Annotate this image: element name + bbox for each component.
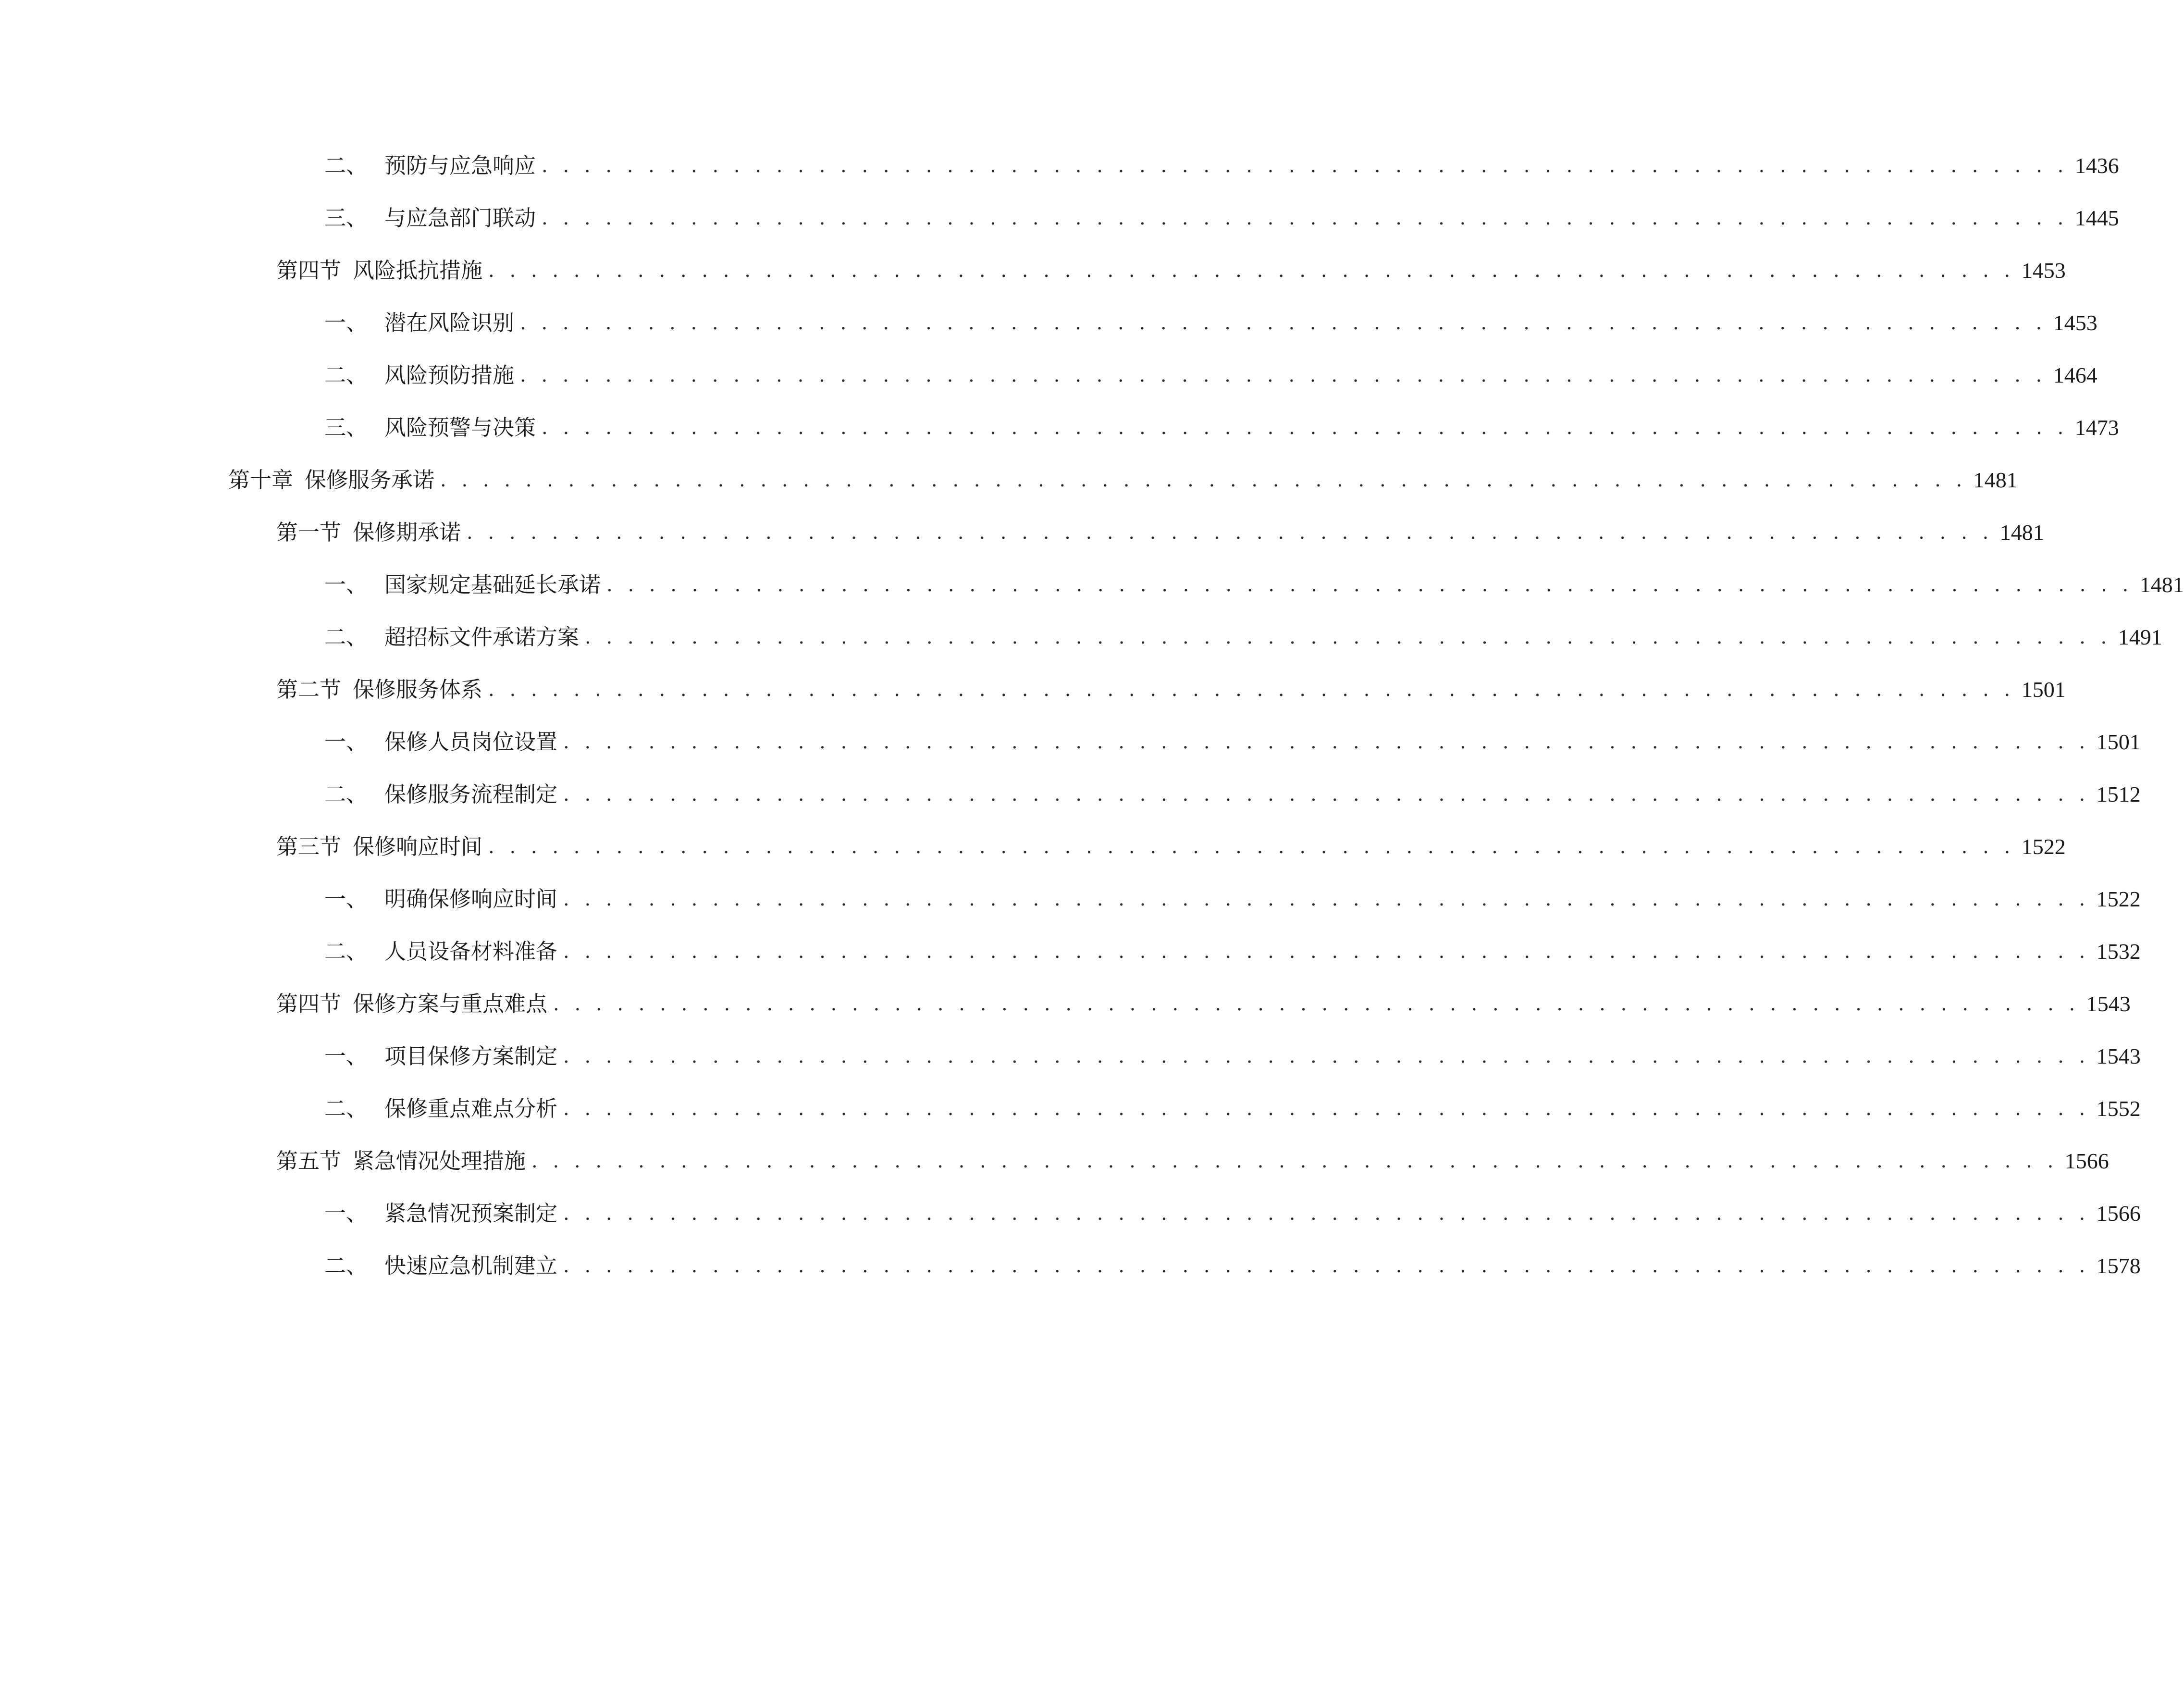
toc-entry-title: 紧急情况预案制定 <box>384 1201 558 1226</box>
toc-entry[interactable] <box>324 618 2162 657</box>
toc-entry-number: 三、 <box>324 415 368 440</box>
toc-entry-page-number: 1532 <box>2096 939 2141 964</box>
toc-entry-number: 二、 <box>324 1096 368 1121</box>
toc-entry-number: 二、 <box>324 781 368 807</box>
toc-entry[interactable] <box>324 1247 2141 1285</box>
toc-entry-title: 保修方案与重点难点 <box>353 991 548 1017</box>
toc-entry-number: 一、 <box>324 1043 368 1069</box>
toc-entry-page-number: 1522 <box>2021 834 2066 859</box>
toc-entry-page-number: 1501 <box>2021 677 2066 702</box>
dot-leader: . . . . . . . . . . . . . . . . . . . . . . . . . . . . . . . . . . . . . . . . . . . . . . . . . . . . . . . . . . . . . . . . . . . . . . . . <box>542 417 2068 439</box>
toc-entry[interactable] <box>324 199 2119 237</box>
toc-entry-title: 保修响应时间 <box>353 834 483 859</box>
toc-entry-label <box>228 461 434 499</box>
dot-leader: . . . . . . . . . . . . . . . . . . . . . . . . . . . . . . . . . . . . . . . . . . . . . . . . . . . . . . . . . . . . . . . . . . . . . . . . <box>440 469 1967 491</box>
toc-entry-label <box>276 985 547 1023</box>
toc-entry[interactable] <box>276 1142 2109 1180</box>
toc-entry[interactable] <box>324 932 2141 971</box>
toc-entry[interactable] <box>324 409 2119 447</box>
toc-entry-number: 一、 <box>324 729 368 755</box>
toc-entry-number: 一、 <box>324 572 368 597</box>
toc-entry-number: 三、 <box>324 205 368 231</box>
dot-leader: . . . . . . . . . . . . . . . . . . . . . . . . . . . . . . . . . . . . . . . . . . . . . . . . . . . . . . . . . . . . . . . . . . . . . . . . <box>563 1203 2090 1225</box>
toc-entry-title: 快速应急机制建立 <box>384 1253 558 1278</box>
dot-leader: . . . . . . . . . . . . . . . . . . . . . . . . . . . . . . . . . . . . . . . . . . . . . . . . . . . . . . . . . . . . . . . . . . . . . . . . <box>563 941 2090 963</box>
toc-entry-page-number: 1512 <box>2096 782 2141 806</box>
toc-entry-label <box>276 828 482 866</box>
toc-entry[interactable] <box>324 775 2141 814</box>
toc-entry[interactable] <box>228 461 2018 499</box>
dot-leader: . . . . . . . . . . . . . . . . . . . . . . . . . . . . . . . . . . . . . . . . . . . . . . . . . . . . . . . . . . . . . . . . . . . . . . . . <box>563 1098 2090 1120</box>
toc-entry-page-number: 1436 <box>2074 153 2119 178</box>
dot-leader: . . . . . . . . . . . . . . . . . . . . . . . . . . . . . . . . . . . . . . . . . . . . . . . . . . . . . . . . . . . . . . . . . . . . . . . . <box>563 731 2090 753</box>
toc-entry-page-number: 1481 <box>1999 520 2044 545</box>
toc-entry-label <box>324 932 557 971</box>
toc-entry-title: 人员设备材料准备 <box>384 939 558 964</box>
toc-entry-number: 一、 <box>324 1201 368 1226</box>
dot-leader: . . . . . . . . . . . . . . . . . . . . . . . . . . . . . . . . . . . . . . . . . . . . . . . . . . . . . . . . . . . . . . . . . . . . . . . . <box>467 521 1993 544</box>
toc-entry-title: 风险预警与决策 <box>384 415 536 440</box>
dot-leader: . . . . . . . . . . . . . . . . . . . . . . . . . . . . . . . . . . . . . . . . . . . . . . . . . . . . . . . . . . . . . . . . . . . . . . . . <box>606 574 2133 596</box>
toc-entry-label <box>324 775 557 814</box>
dot-leader: . . . . . . . . . . . . . . . . . . . . . . . . . . . . . . . . . . . . . . . . . . . . . . . . . . . . . . . . . . . . . . . . . . . . . . . . <box>488 260 2015 282</box>
toc-entry-label <box>276 513 461 552</box>
toc-entry[interactable] <box>324 304 2098 342</box>
toc-entry[interactable] <box>324 566 2184 604</box>
toc-entry[interactable] <box>324 1194 2141 1233</box>
toc-entry-title: 保修期承诺 <box>353 520 461 545</box>
toc-entry[interactable] <box>324 880 2141 918</box>
dot-leader: . . . . . . . . . . . . . . . . . . . . . . . . . . . . . . . . . . . . . . . . . . . . . . . . . . . . . . . . . . . . . . . . . . . . . . . . <box>563 1255 2090 1277</box>
dot-leader: . . . . . . . . . . . . . . . . . . . . . . . . . . . . . . . . . . . . . . . . . . . . . . . . . . . . . . . . . . . . . . . . . . . . . . . . <box>553 993 2080 1015</box>
toc-entry-page-number: 1473 <box>2074 415 2119 440</box>
toc-entry[interactable] <box>276 828 2066 866</box>
toc-entry-number: 第四节 <box>276 991 342 1017</box>
dot-leader: . . . . . . . . . . . . . . . . . . . . . . . . . . . . . . . . . . . . . . . . . . . . . . . . . . . . . . . . . . . . . . . . . . . . . . . . <box>585 626 2111 648</box>
toc-entry-number: 二、 <box>324 153 368 178</box>
toc-entry[interactable] <box>324 723 2141 761</box>
toc-entry-title: 保修服务承诺 <box>305 467 435 493</box>
toc-entry-label <box>324 618 579 657</box>
dot-leader: . . . . . . . . . . . . . . . . . . . . . . . . . . . . . . . . . . . . . . . . . . . . . . . . . . . . . . . . . . . . . . . . . . . . . . . . <box>488 836 2015 858</box>
toc-entry-page-number: 1552 <box>2096 1096 2141 1121</box>
toc-entry-number: 第三节 <box>276 834 342 859</box>
toc-entry-page-number: 1464 <box>2053 363 2098 387</box>
toc-entry-label <box>324 723 557 761</box>
toc-entry-label <box>324 409 536 447</box>
toc-entry-title: 超招标文件承诺方案 <box>384 624 580 650</box>
toc-entry-page-number: 1481 <box>1973 468 2018 492</box>
toc-entry-page-number: 1501 <box>2096 730 2141 754</box>
toc-entry-number: 一、 <box>324 310 368 335</box>
toc-entry-page-number: 1453 <box>2021 258 2066 283</box>
toc-entry-page-number: 1566 <box>2064 1149 2109 1173</box>
toc-entry-title: 紧急情况处理措施 <box>353 1148 526 1174</box>
dot-leader: . . . . . . . . . . . . . . . . . . . . . . . . . . . . . . . . . . . . . . . . . . . . . . . . . . . . . . . . . . . . . . . . . . . . . . . . <box>563 888 2090 910</box>
toc-entry-title: 潜在风险识别 <box>384 310 515 335</box>
toc-entry-number: 第五节 <box>276 1148 342 1174</box>
toc-entry[interactable] <box>276 985 2131 1023</box>
toc-entry-title: 项目保修方案制定 <box>384 1043 558 1069</box>
toc-entry-title: 保修重点难点分析 <box>384 1096 558 1121</box>
toc-entry-page-number: 1543 <box>2096 1044 2141 1068</box>
toc-entry-page-number: 1578 <box>2096 1253 2141 1278</box>
toc-entry-title: 保修人员岗位设置 <box>384 729 558 755</box>
toc-entry[interactable] <box>324 1037 2141 1076</box>
toc-entry-number: 第四节 <box>276 258 342 283</box>
dot-leader: . . . . . . . . . . . . . . . . . . . . . . . . . . . . . . . . . . . . . . . . . . . . . . . . . . . . . . . . . . . . . . . . . . . . . . . . <box>542 207 2068 229</box>
toc-entry-title: 国家规定基础延长承诺 <box>384 572 601 597</box>
dot-leader: . . . . . . . . . . . . . . . . . . . . . . . . . . . . . . . . . . . . . . . . . . . . . . . . . . . . . . . . . . . . . . . . . . . . . . . . <box>542 155 2068 177</box>
toc-entry[interactable] <box>276 251 2066 290</box>
toc-entry-number: 二、 <box>324 362 368 388</box>
toc-entry-page-number: 1491 <box>2118 625 2162 649</box>
toc-entry-label <box>324 1194 557 1233</box>
toc-entry[interactable] <box>324 147 2119 185</box>
toc-entry-number: 二、 <box>324 1253 368 1278</box>
toc-entry-page-number: 1481 <box>2139 572 2184 597</box>
toc-entry-title: 与应急部门联动 <box>384 205 536 231</box>
toc-entry-page-number: 1522 <box>2096 887 2141 911</box>
toc-entry-label <box>276 670 482 709</box>
toc-entry[interactable] <box>324 356 2098 395</box>
dot-leader: . . . . . . . . . . . . . . . . . . . . . . . . . . . . . . . . . . . . . . . . . . . . . . . . . . . . . . . . . . . . . . . . . . . . . . . . <box>520 364 2047 386</box>
toc-entry-label <box>324 1037 557 1076</box>
toc-entry-label <box>276 251 482 290</box>
toc-entry[interactable] <box>324 1090 2141 1128</box>
toc-entry-number: 二、 <box>324 624 368 650</box>
dot-leader: . . . . . . . . . . . . . . . . . . . . . . . . . . . . . . . . . . . . . . . . . . . . . . . . . . . . . . . . . . . . . . . . . . . . . . . . <box>531 1150 2058 1172</box>
toc-entry-title: 风险预防措施 <box>384 362 515 388</box>
toc-entry-number: 一、 <box>324 886 368 912</box>
toc-entry-number: 第二节 <box>276 677 342 702</box>
toc-entry-title: 保修服务流程制定 <box>384 781 558 807</box>
dot-leader: . . . . . . . . . . . . . . . . . . . . . . . . . . . . . . . . . . . . . . . . . . . . . . . . . . . . . . . . . . . . . . . . . . . . . . . . <box>563 783 2090 806</box>
toc-entry-title: 预防与应急响应 <box>384 153 536 178</box>
toc-entry-page-number: 1566 <box>2096 1201 2141 1226</box>
toc-entry-title: 明确保修响应时间 <box>384 886 558 912</box>
toc-entry-title: 风险抵抗措施 <box>353 258 483 283</box>
toc-entry-label <box>276 1142 526 1180</box>
toc-entry[interactable] <box>276 513 2044 552</box>
dot-leader: . . . . . . . . . . . . . . . . . . . . . . . . . . . . . . . . . . . . . . . . . . . . . . . . . . . . . . . . . . . . . . . . . . . . . . . . <box>563 1045 2090 1067</box>
dot-leader: . . . . . . . . . . . . . . . . . . . . . . . . . . . . . . . . . . . . . . . . . . . . . . . . . . . . . . . . . . . . . . . . . . . . . . . . <box>488 679 2015 701</box>
toc-entry-number: 第十章 <box>228 467 294 493</box>
toc-entry-page-number: 1543 <box>2086 992 2131 1016</box>
toc-entry-label <box>324 199 536 237</box>
toc-entry-title: 保修服务体系 <box>353 677 483 702</box>
toc-entry-label <box>324 147 536 185</box>
toc-entry-label <box>324 356 514 395</box>
toc-entry[interactable] <box>276 670 2066 709</box>
toc-entry-page-number: 1445 <box>2074 206 2119 230</box>
toc-entry-label <box>324 880 557 918</box>
toc-entry-number: 第一节 <box>276 520 342 545</box>
toc-entry-page-number: 1453 <box>2053 310 2098 335</box>
dot-leader: . . . . . . . . . . . . . . . . . . . . . . . . . . . . . . . . . . . . . . . . . . . . . . . . . . . . . . . . . . . . . . . . . . . . . . . . <box>520 312 2047 334</box>
toc-entry-label <box>324 566 601 604</box>
toc-entry-number: 二、 <box>324 939 368 964</box>
toc-entry-label <box>324 304 514 342</box>
toc-entry-label <box>324 1090 557 1128</box>
toc-entry-label <box>324 1247 557 1285</box>
